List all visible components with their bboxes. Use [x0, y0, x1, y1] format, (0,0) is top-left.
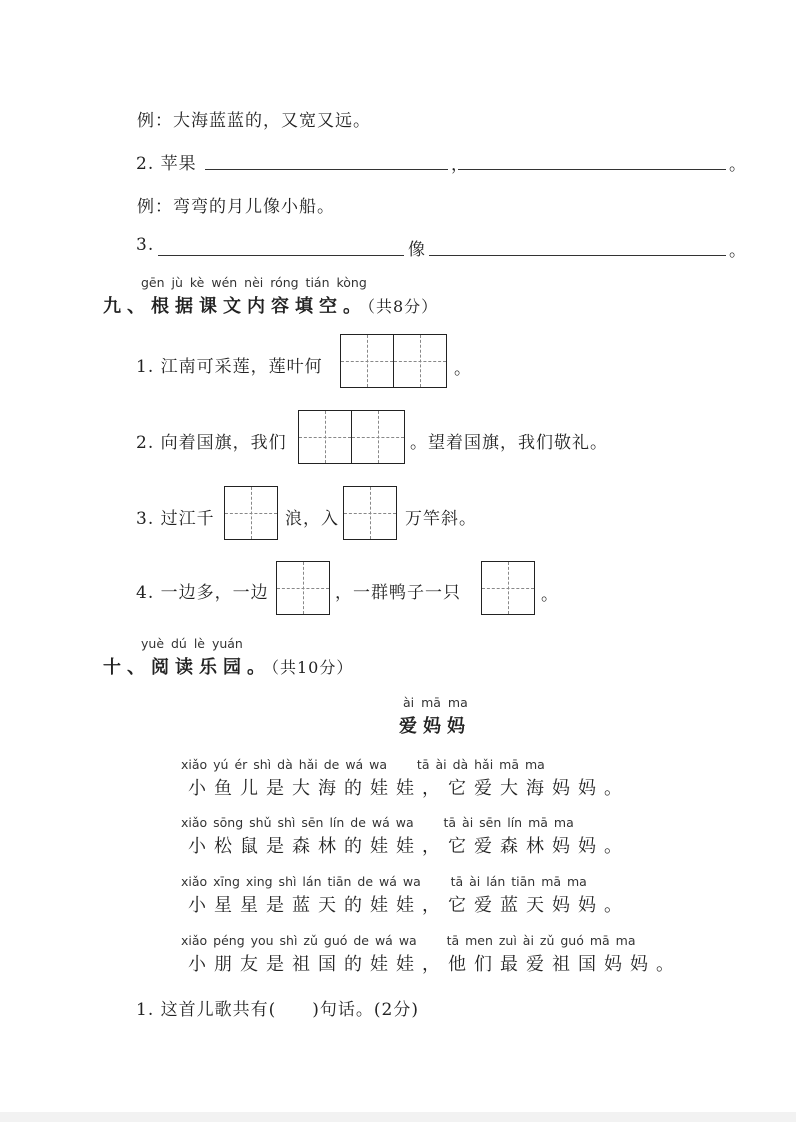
poem-line: 小星星是蓝天的娃娃，它爱蓝天妈妈。 [188, 895, 630, 916]
fill-q3-text: 3. 过江千 [136, 509, 215, 529]
section-10-heading [103, 653, 353, 679]
period: 。 [454, 359, 472, 379]
poem-line-pinyin: xiǎo yú ér shì dà hǎi de wá wa tā ài dà hǎi mā ma [181, 757, 545, 772]
period: 。 [729, 155, 747, 175]
writing-grid[interactable] [224, 486, 278, 540]
page-bottom-edge [0, 1112, 796, 1122]
section-10-title: 十、阅读乐园。 [103, 657, 271, 678]
poem-title-pinyin: ài mā ma [403, 695, 468, 710]
answer-blank[interactable] [205, 169, 448, 170]
poem-line-pinyin: xiǎo xīng xing shì lán tiān de wá wa tā ài lán tiān mā ma [181, 874, 587, 889]
fill-q3-middle: 浪，入 [285, 509, 339, 529]
connector-word: 像 [408, 240, 426, 260]
fill-q3-ending: 万竿斜。 [405, 509, 477, 529]
fill-q1-text: 1. 江南可采莲，莲叶何 [136, 357, 323, 377]
question-2-label: 2. 苹果 [136, 154, 197, 174]
writing-grid[interactable] [276, 561, 330, 615]
period: 。 [729, 241, 747, 261]
poem-line-pinyin: xiǎo péng you shì zǔ guó de wá wa tā men zuì ài zǔ guó mā ma [181, 933, 636, 948]
fill-q4-text: 4. 一边多，一边 [136, 583, 269, 603]
fill-q4-middle: ，一群鸭子一只 [335, 583, 461, 603]
poem-line: 小朋友是祖国的娃娃，他们最爱祖国妈妈。 [188, 954, 682, 975]
answer-blank[interactable] [158, 255, 404, 256]
section-9-heading [103, 292, 438, 318]
writing-grid[interactable] [343, 486, 397, 540]
period: 。 [541, 585, 559, 605]
writing-grid[interactable] [481, 561, 535, 615]
reading-question-1: 1. 这首儿歌共有( )句话。(2分) [136, 1000, 419, 1020]
poem-title: 爱妈妈 [399, 716, 471, 737]
comma: ， [451, 155, 469, 175]
fill-q2-text: 2. 向着国旗，我们 [136, 433, 287, 453]
poem-line: 小松鼠是森林的娃娃，它爱森林妈妈。 [188, 836, 630, 857]
example-sentence-2: 例：弯弯的月儿像小船。 [137, 197, 335, 217]
example-sentence-1: 例：大海蓝蓝的，又宽又远。 [137, 111, 371, 131]
poem-line: 小鱼儿是大海的娃娃，它爱大海妈妈。 [188, 778, 630, 799]
section-9-pinyin: gēn jù kè wén nèi róng tián kòng [141, 275, 367, 290]
poem-line-pinyin: xiǎo sōng shǔ shì sēn lín de wá wa tā ài sēn lín mā ma [181, 815, 574, 830]
section-10-pinyin: yuè dú lè yuán [141, 636, 243, 651]
writing-grid[interactable] [340, 334, 447, 388]
section-9-score: （共8分） [367, 297, 439, 316]
question-3-label: 3. [136, 235, 155, 255]
section-9-title: 九、根据课文内容填空。 [103, 296, 367, 317]
writing-grid[interactable] [298, 410, 405, 464]
answer-blank[interactable] [429, 255, 726, 256]
section-10-score: （共10分） [271, 658, 354, 677]
fill-q2-ending: 。望着国旗，我们敬礼。 [410, 433, 608, 453]
answer-blank[interactable] [458, 169, 726, 170]
